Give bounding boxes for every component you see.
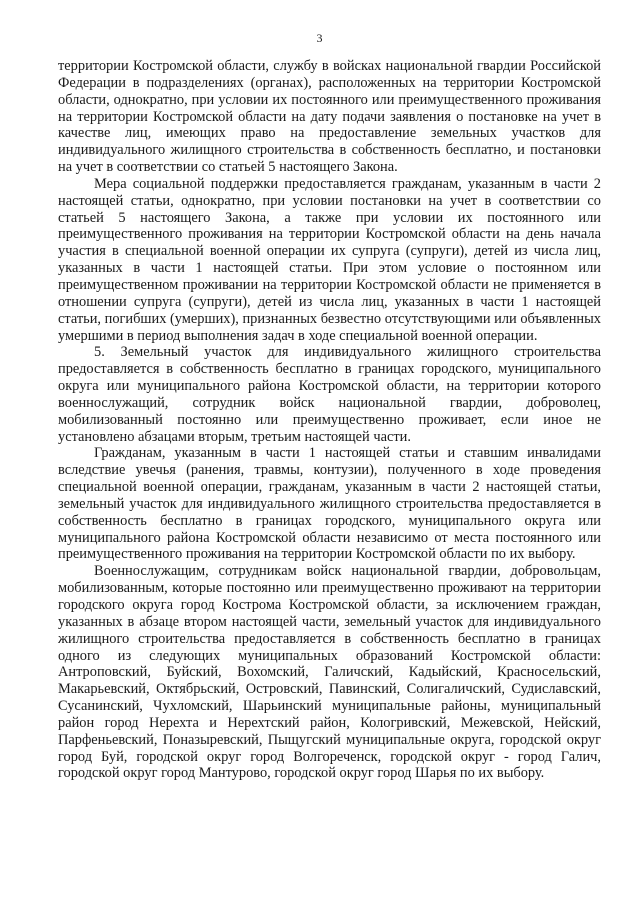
paragraph-social-support: Мера социальной поддержки предоставляется гражданам, указанным в части 2 настоящей статьи, однократно, при условии постановки на учет в соответствии со статьей 5 настоящего Закона, а также при условии их постоянного или преимущественного проживания на территории Костромской области на день начала участия в специальной военной операции их супруга (супруги), детей из числа лиц, указанных в части 1 настоящей статьи. При этом условие о постоянном или преимущественном проживании на территории Костромской области не применяется в отношении супруга (супруги), детей из числа лиц, указанных в части 1 настоящей статьи, погибших (умерших), признанных безвестно отсутствующими или объявленных умершими в период выполнения задач в ходе специальной военной операции. xyxy=(58,175,601,344)
paragraph-continuation: территории Костромской области, службу в войсках национальной гвардии Российской Федерации в подразделениях (органах), расположенных на территории Костромской области, однократно, при условии их постоянного или преимущественного проживания на территории Костромской области на дату подачи заявления о постановке на учет в качестве лиц, имеющих право на предоставление земельных участков для индивидуального жилищного строительства в собственность бесплатно, и постановки на учет в соответствии со статьей 5 настоящего Закона. xyxy=(58,58,601,176)
paragraph-disabled-citizens: Гражданам, указанным в части 1 настоящей статьи и ставшим инвалидами вследствие увечья (ранения, травмы, контузии), полученного в ходе проведения специальной военной операции, гражданам, указанным в части 2 настоящей статьи, земельный участок для индивидуального жилищного строительства предоставляется в собственность бесплатно в границах городского, муниципального округа или муниципального района Костромской области независимо от места постоянного или преимущественного проживания на территории Костромской области по их выбору. xyxy=(58,445,601,563)
page-number: 3 xyxy=(316,31,323,45)
document-body xyxy=(58,58,601,782)
paragraph-part-5: 5. Земельный участок для индивидуального жилищного строительства предоставляется в собственность бесплатно в границах городского, муниципального округа или муниципального района Костромской области, на территории которого военнослужащий, сотрудник войск национальной гвардии, доброволец, мобилизованный постоянно или преимущественно проживает, если иное не установлено абзацами вторым, третьим настоящей части. xyxy=(58,344,601,445)
paragraph-kostroma-residents: Военнослужащим, сотрудникам войск национальной гвардии, добровольцам, мобилизованным, которые постоянно или преимущественно проживают на территории городского округа город Кострома Костромской области, за исключением граждан, указанных в абзаце втором настоящей части, земельный участок для индивидуального жилищного строительства предоставляется в собственность бесплатно в границах одного из следующих муниципальных образований Костромской области: Антроповский, Буйский, Вохомский, Галичский, Кадыйский, Красносельский, Макарьевский, Октябрьский, Островский, Павинский, Солигаличский, Судиславский, Сусанинский, Чухломский, Шарьинский муниципальные районы, муниципальный район город Нерехта и Нерехтский район, Кологривский, Межевской, Нейский, Парфеньевский, Поназыревский, Пыщугский муниципальные округа, городской округ город Буй, городской округ город Волгореченск, городской округ - город Галич, городской округ город Мантурово, городской округ город Шарья по их выбору. xyxy=(58,563,601,782)
